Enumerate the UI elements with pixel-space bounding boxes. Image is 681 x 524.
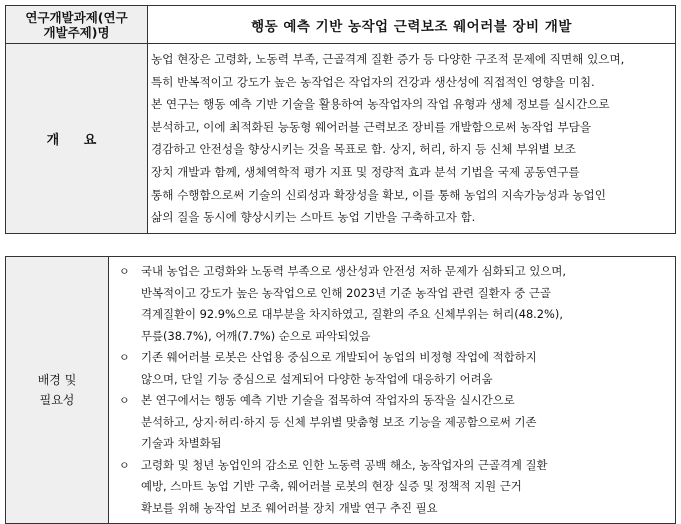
bullet-item [115,261,669,347]
overview-line: 농업 현장은 고령화, 노동력 부족, 근골격계 질환 증가 등 다양한 구조적 문제에 직면해 있으며, [151,52,625,66]
project-title-label [6,6,148,44]
background-row [6,257,676,524]
bullet-line: 반복적이고 강도가 높은 농작업으로 인해 2023년 기준 농작업 관련 질환자 중 근골 [141,285,551,300]
background-table [5,256,676,524]
bullet-line: 고령화 및 청년 농업인의 감소로 인한 노동력 공백 해소, 농작업자의 근골격계 질환 [141,457,548,472]
overview-row [6,44,676,234]
bullet-line: 무릎(38.7%), 어깨(7.7%) 순으로 파악되었음 [141,328,371,343]
overview-line: 특히 반복적이고 강도가 높은 농작업은 작업자의 건강과 생산성에 직접적인 영향을 미침. [151,74,595,89]
overview-line: 장치 개발과 함께, 생체역학적 평가 지표 및 정량적 효과 분석 기법을 국제 공동연구를 [151,164,580,179]
overview-line: 경감하고 안전성을 향상시키는 것을 목표로 함. 상지, 허리, 하지 등 신체 부위별 보조 [151,142,576,157]
overview-line: 통해 수행함으로써 기술의 신뢰성과 확장성을 확보, 이를 통해 농업의 지속가능성과 농업인 [151,187,606,202]
bullet-item [115,390,669,455]
project-summary-table [5,5,676,234]
bullet-line: 격계질환이 92.9%으로 대부분을 차지하였고, 질환의 주요 신체부위는 허리(48.2%), [141,307,563,321]
bullet-line: 기술과 차별화됨 [141,436,222,450]
background-label-line-2: 필요성 [39,393,75,407]
title-row [6,6,676,44]
bullet-mark: ㅇ [119,351,130,364]
overview-line: 본 연구는 행동 예측 기반 기술을 활용하여 농작업자의 작업 유형과 생체 정보를 실시간으로 [151,97,610,112]
project-title-label-line-2: 개발주제)명 [43,24,110,40]
bullet-line: 본 연구에서는 행동 예측 기반 기술을 접목하여 작업자의 동작을 실시간으로 [141,393,515,407]
bullet-line: 예방, 스마트 농업 기반 구축, 웨어러블 로봇의 현장 실증 및 정책적 지원 근거 [141,479,522,493]
background-label-line-1: 배경 및 [37,373,77,387]
project-title: 행동 예측 기반 농작업 근력보조 웨어러블 장비 개발 [148,6,676,44]
bullet-line: 분석하고, 상지·허리·하지 등 신체 부위별 맞춤형 보조 기능을 제공함으로써 기존 [141,414,537,429]
bullet-line: 않으며, 단일 기능 중심으로 설계되어 다양한 농작업에 대응하기 어려움 [141,371,493,386]
overview-text [148,44,676,234]
overview-line: 삶의 질을 동시에 향상시키는 스마트 농업 기반을 구축하고자 함. [151,210,476,225]
bullet-line: 국내 농업은 고령화와 노동력 부족으로 생산성과 안전성 저하 문제가 심화되고 있으며, [141,264,566,278]
bullet-item [115,347,669,390]
overview-label: 개 요 [6,44,148,234]
bullet-line: 확보를 위해 농작업 보조 웨어러블 장치 개발 연구 추진 필요 [141,500,438,515]
bullet-mark: ㅇ [119,458,130,472]
bullet-mark: ㅇ [119,265,130,278]
background-label [6,257,109,524]
bullet-line: 기존 웨어러블 로봇은 산업용 중심으로 개발되어 농업의 비정형 작업에 적합하지 [141,350,537,364]
overview-line: 분석하고, 이에 최적화된 능동형 웨어러블 근력보조 장비를 개발함으로써 농작업 부담을 [151,119,592,134]
bullet-item [115,455,669,520]
background-content [109,257,676,524]
project-title-label-line-1: 연구개발과제(연구 [25,9,128,25]
bullet-mark: ㅇ [119,394,130,407]
